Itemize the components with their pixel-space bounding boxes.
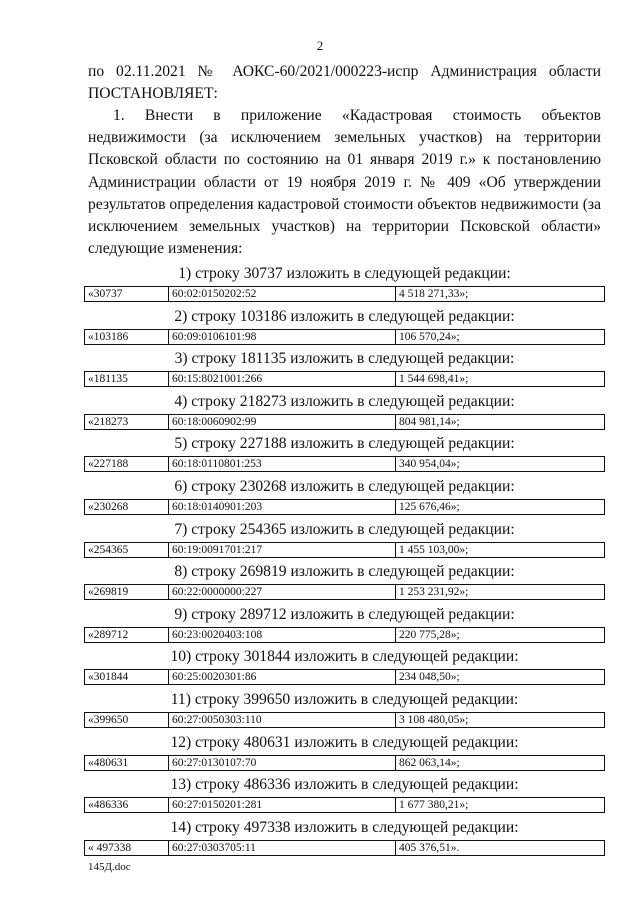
paragraph-1: 1. Внести в приложение «Кадастровая стоимость объектов недвижимости (за исключением земельных участков) на территории Псковской области по состоянию на 01 января 2019 г.» к постановлению Администрации области от 19 ноября 2019 г. № 409 «Об утверждении результатов определения кадастровой стоимости объектов недвижимости (за исключением земельных участков) на территории Псковской области» следующие изменения:	[88, 107, 601, 258]
cadastral-value-cell: 1 253 231,92»;	[396, 585, 605, 600]
cadastral-number-cell: 60:27:0050303:110	[169, 713, 396, 728]
cadastral-number-cell: 60:02:0150202:52	[169, 287, 396, 302]
table-row	[85, 798, 605, 813]
footer-filename: 145Д.doc	[88, 861, 131, 873]
table-row	[85, 840, 605, 855]
item-heading: 5) строку 227188 изложить в следующей редакции:	[174, 435, 515, 453]
item-heading: 3) строку 181135 изложить в следующей редакции:	[174, 350, 515, 368]
cadastral-value-cell: 234 048,50»;	[396, 670, 605, 685]
item-table	[84, 627, 605, 643]
intro-line: ПОСТАНОВЛЯЕТ:	[88, 85, 218, 103]
item-table	[84, 286, 605, 302]
row-number-cell: « 497338	[85, 840, 169, 855]
cadastral-number-cell: 60:23:0020403:108	[169, 627, 396, 642]
intro-paragraph	[88, 61, 601, 105]
row-number-cell: «486336	[85, 798, 169, 813]
cadastral-number-cell: 60:27:0303705:11	[169, 840, 396, 855]
row-number-cell: «30737	[85, 287, 169, 302]
item-heading: 10) строку 301844 изложить в следующей редакции:	[170, 648, 519, 666]
row-number-cell: «103186	[85, 329, 169, 344]
cadastral-number-cell: 60:09:0106101:98	[169, 329, 396, 344]
item-heading: 14) строку 497338 изложить в следующей редакции:	[170, 818, 519, 836]
cadastral-value-cell: 220 775,28»;	[396, 627, 605, 642]
cadastral-value-cell: 1 677 380,21»;	[396, 798, 605, 813]
row-number-cell: «254365	[85, 542, 169, 557]
cadastral-number-cell: 60:18:0140901:203	[169, 500, 396, 515]
item-heading: 1) строку 30737 изложить в следующей редакции:	[178, 265, 511, 282]
item-heading: 9) строку 289712 изложить в следующей редакции:	[174, 605, 515, 623]
cadastral-value-cell: 405 376,51».	[396, 840, 605, 855]
cadastral-number-cell: 60:15:8021001:266	[169, 372, 396, 387]
table-row	[85, 755, 605, 770]
item-table	[84, 499, 605, 515]
cadastral-value-cell: 3 108 480,05»;	[396, 713, 605, 728]
page-number: 2	[316, 38, 324, 53]
item-table	[84, 584, 605, 600]
row-number-cell: «227188	[85, 457, 169, 472]
cadastral-number-cell: 60:19:0091701:217	[169, 542, 396, 557]
item-heading: 6) строку 230268 изложить в следующей редакции:	[174, 478, 515, 495]
table-row	[85, 457, 605, 472]
cadastral-value-cell: 862 063,14»;	[396, 755, 605, 770]
intro-line: по 02.11.2021 № АОКС-60/2021/000223-испр Администрация области	[88, 63, 601, 80]
item-table	[84, 755, 605, 771]
table-row	[85, 500, 605, 515]
table-row	[85, 414, 605, 429]
item-table	[84, 329, 605, 345]
cadastral-value-cell: 125 676,46»;	[396, 500, 605, 515]
row-number-cell: «218273	[85, 414, 169, 429]
item-table	[84, 797, 605, 813]
table-row	[85, 287, 605, 302]
item-table	[84, 840, 605, 856]
item-table	[84, 669, 605, 685]
cadastral-value-cell: 4 518 271,33»;	[396, 287, 605, 302]
row-number-cell: «399650	[85, 713, 169, 728]
table-row	[85, 713, 605, 728]
row-number-cell: «301844	[85, 670, 169, 685]
cadastral-value-cell: 804 981,14»;	[396, 414, 605, 429]
cadastral-number-cell: 60:22:0000000:227	[169, 585, 396, 600]
item-heading: 2) строку 103186 изложить в следующей редакции:	[174, 307, 515, 325]
item-heading: 8) строку 269819 изложить в следующей редакции:	[174, 563, 515, 581]
item-heading: 7) строку 254365 изложить в следующей редакции:	[174, 520, 515, 538]
table-row	[85, 372, 605, 387]
item-heading: 4) строку 218273 изложить в следующей редакции:	[174, 392, 515, 410]
cadastral-value-cell: 1 455 103,00»;	[396, 542, 605, 557]
cadastral-value-cell: 1 544 698,41»;	[396, 372, 605, 387]
cadastral-value-cell: 340 954,04»;	[396, 457, 605, 472]
cadastral-value-cell: 106 570,24»;	[396, 329, 605, 344]
cadastral-number-cell: 60:27:0130107:70	[169, 755, 396, 770]
table-row	[85, 329, 605, 344]
item-heading: 13) строку 486336 изложить в следующей редакции:	[170, 776, 519, 794]
cadastral-number-cell: 60:18:0060902:99	[169, 414, 396, 429]
cadastral-number-cell: 60:27:0150201:281	[169, 798, 396, 813]
item-heading: 11) строку 399650 изложить в следующей редакции:	[170, 691, 519, 708]
row-number-cell: «289712	[85, 627, 169, 642]
row-number-cell: «269819	[85, 585, 169, 600]
table-row	[85, 585, 605, 600]
table-row	[85, 670, 605, 685]
item-table	[84, 712, 605, 728]
table-row	[85, 627, 605, 642]
row-number-cell: «480631	[85, 755, 169, 770]
item-table	[84, 456, 605, 472]
table-row	[85, 542, 605, 557]
row-number-cell: «230268	[85, 500, 169, 515]
item-table	[84, 414, 605, 430]
item-table	[84, 542, 605, 558]
cadastral-number-cell: 60:18:0110801:253	[169, 457, 396, 472]
cadastral-number-cell: 60:25:0020301:86	[169, 670, 396, 685]
item-table	[84, 371, 605, 387]
row-number-cell: «181135	[85, 372, 169, 387]
item-heading: 12) строку 480631 изложить в следующей редакции:	[170, 733, 519, 751]
